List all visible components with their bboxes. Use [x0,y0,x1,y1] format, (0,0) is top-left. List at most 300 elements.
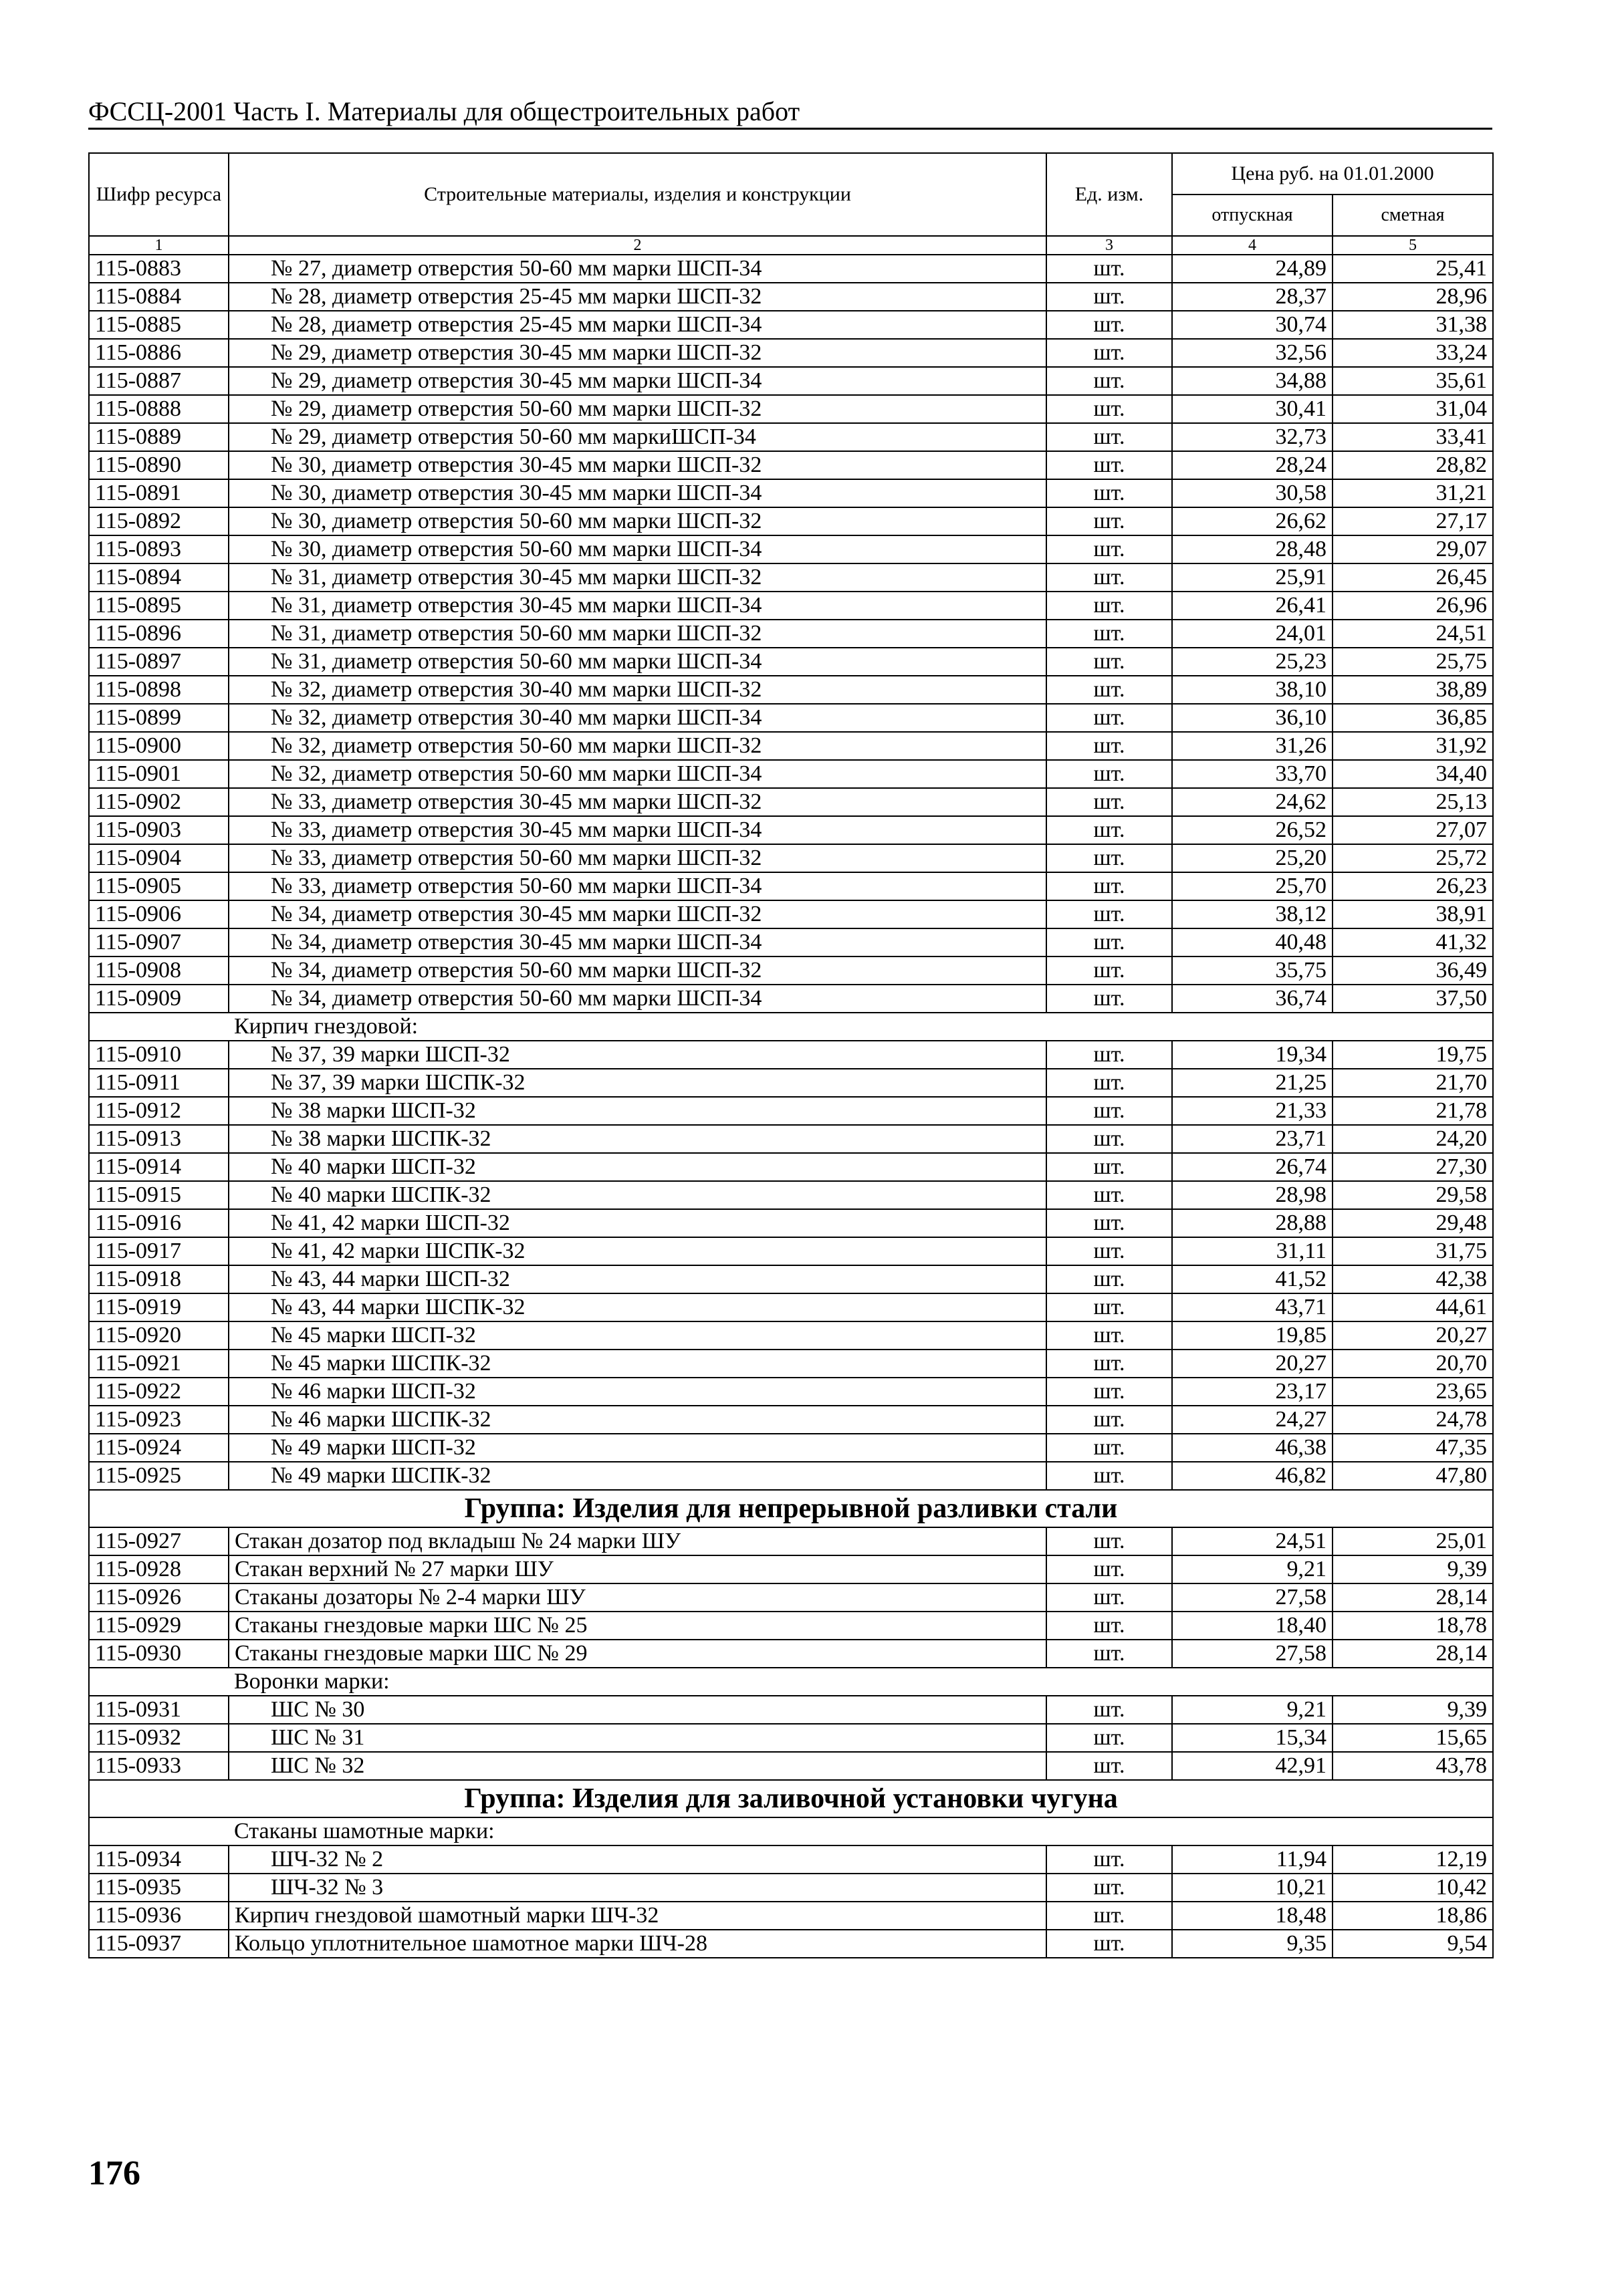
unit-cell: шт. [1046,339,1172,367]
estimate-price: 35,61 [1333,367,1493,395]
unit-cell: шт. [1046,872,1172,900]
unit-cell: шт. [1046,788,1172,816]
empty-cell [89,1668,229,1696]
table-row [89,816,1493,844]
release-price: 26,74 [1172,1153,1333,1181]
resource-code: 115-0886 [89,339,229,367]
resource-code: 115-0929 [89,1612,229,1640]
release-price: 26,62 [1172,507,1333,535]
resource-code: 115-0899 [89,704,229,732]
release-price: 24,89 [1172,255,1333,283]
unit-cell: шт. [1046,423,1172,451]
unit-cell: шт. [1046,1462,1172,1490]
resource-code: 115-0896 [89,620,229,648]
table-row [89,1845,1493,1874]
table-row [89,1350,1493,1378]
table-row [89,1752,1493,1780]
table-row [89,620,1493,648]
table-row [89,1434,1493,1462]
release-price: 24,01 [1172,620,1333,648]
unit-cell: шт. [1046,1612,1172,1640]
resource-code: 115-0908 [89,956,229,985]
resource-code: 115-0909 [89,985,229,1013]
estimate-price: 29,48 [1333,1209,1493,1237]
material-name: № 43, 44 марки ШСПК-32 [229,1293,1046,1321]
release-price: 28,48 [1172,535,1333,563]
material-name: № 34, диаметр отверстия 30-45 мм марки ШСП-34 [229,928,1046,956]
estimate-price: 33,41 [1333,423,1493,451]
release-price: 21,25 [1172,1069,1333,1097]
resource-code: 115-0925 [89,1462,229,1490]
material-name: № 32, диаметр отверстия 30-40 мм марки ШСП-32 [229,676,1046,704]
unit-cell: шт. [1046,928,1172,956]
material-name: № 29, диаметр отверстия 30-45 мм марки ШСП-32 [229,339,1046,367]
table-row [89,367,1493,395]
unit-cell: шт. [1046,1069,1172,1097]
material-name: Стакан верхний № 27 марки ШУ [229,1555,1046,1583]
estimate-price: 24,51 [1333,620,1493,648]
resource-code: 115-0921 [89,1350,229,1378]
table-row [89,1265,1493,1293]
resource-code: 115-0904 [89,844,229,872]
estimate-price: 27,30 [1333,1153,1493,1181]
resource-code: 115-0902 [89,788,229,816]
unit-cell: шт. [1046,1640,1172,1668]
table-row [89,339,1493,367]
resource-code: 115-0897 [89,648,229,676]
release-price: 23,17 [1172,1378,1333,1406]
resource-code: 115-0912 [89,1097,229,1125]
estimate-price: 25,13 [1333,788,1493,816]
subheading-row [89,1013,1493,1041]
estimate-price: 12,19 [1333,1845,1493,1874]
unit-cell: шт. [1046,620,1172,648]
material-name: Кирпич гнездовой шамотный марки ШЧ-32 [229,1902,1046,1930]
resource-code: 115-0907 [89,928,229,956]
material-name: Стаканы дозаторы № 2-4 марки ШУ [229,1583,1046,1612]
material-name: № 28, диаметр отверстия 25-45 мм марки ШСП-32 [229,283,1046,311]
table-row [89,479,1493,507]
estimate-price: 41,32 [1333,928,1493,956]
estimate-price: 9,39 [1333,1555,1493,1583]
estimate-price: 9,54 [1333,1930,1493,1958]
estimate-price: 29,07 [1333,535,1493,563]
resource-code: 115-0883 [89,255,229,283]
release-price: 31,11 [1172,1237,1333,1265]
resource-code: 115-0920 [89,1321,229,1350]
table-row [89,1612,1493,1640]
table-row [89,1874,1493,1902]
release-price: 27,58 [1172,1583,1333,1612]
material-name: № 30, диаметр отверстия 50-60 мм марки ШСП-32 [229,507,1046,535]
release-price: 26,52 [1172,816,1333,844]
estimate-price: 10,42 [1333,1874,1493,1902]
estimate-price: 25,01 [1333,1527,1493,1555]
table-row [89,872,1493,900]
estimate-price: 24,20 [1333,1125,1493,1153]
release-price: 9,21 [1172,1555,1333,1583]
resource-code: 115-0903 [89,816,229,844]
table-row [89,732,1493,760]
unit-cell: шт. [1046,1125,1172,1153]
page-number: 176 [88,2154,140,2192]
table-row [89,1321,1493,1350]
estimate-price: 28,96 [1333,283,1493,311]
material-name: № 34, диаметр отверстия 30-45 мм марки ШСП-32 [229,900,1046,928]
unit-cell: шт. [1046,1293,1172,1321]
resource-code: 115-0924 [89,1434,229,1462]
release-price: 31,26 [1172,732,1333,760]
material-name: ШС № 32 [229,1752,1046,1780]
resource-code: 115-0885 [89,311,229,339]
unit-cell: шт. [1046,1097,1172,1125]
unit-cell: шт. [1046,1752,1172,1780]
unit-cell: шт. [1046,1153,1172,1181]
unit-cell: шт. [1046,985,1172,1013]
table-row [89,311,1493,339]
table-row [89,1378,1493,1406]
unit-cell: шт. [1046,535,1172,563]
table-row [89,255,1493,283]
unit-cell: шт. [1046,844,1172,872]
unit-cell: шт. [1046,451,1172,479]
col-name-header: Строительные материалы, изделия и конструкции [229,153,1046,236]
release-price: 35,75 [1172,956,1333,985]
table-row [89,283,1493,311]
estimate-price: 27,17 [1333,507,1493,535]
release-price: 10,21 [1172,1874,1333,1902]
col-unit-header: Ед. изм. [1046,153,1172,236]
material-name: № 49 марки ШСП-32 [229,1434,1046,1462]
material-name: № 41, 42 марки ШСП-32 [229,1209,1046,1237]
table-row [89,1696,1493,1724]
resource-code: 115-0910 [89,1041,229,1069]
estimate-price: 31,92 [1333,732,1493,760]
material-name: № 46 марки ШСПК-32 [229,1406,1046,1434]
unit-cell: шт. [1046,1902,1172,1930]
unit-cell: шт. [1046,732,1172,760]
release-price: 34,88 [1172,367,1333,395]
unit-cell: шт. [1046,1350,1172,1378]
table-row [89,1153,1493,1181]
resource-code: 115-0911 [89,1069,229,1097]
resource-code: 115-0927 [89,1527,229,1555]
material-name: № 43, 44 марки ШСП-32 [229,1265,1046,1293]
resource-code: 115-0919 [89,1293,229,1321]
material-name: № 37, 39 марки ШСП-32 [229,1041,1046,1069]
resource-code: 115-0935 [89,1874,229,1902]
unit-cell: шт. [1046,1181,1172,1209]
estimate-price: 43,78 [1333,1752,1493,1780]
release-price: 9,35 [1172,1930,1333,1958]
resource-code: 115-0913 [89,1125,229,1153]
estimate-price: 26,45 [1333,563,1493,592]
release-price: 36,10 [1172,704,1333,732]
release-price: 42,91 [1172,1752,1333,1780]
release-price: 38,12 [1172,900,1333,928]
resource-code: 115-0888 [89,395,229,423]
resource-code: 115-0894 [89,563,229,592]
estimate-price: 28,14 [1333,1640,1493,1668]
resource-code: 115-0887 [89,367,229,395]
material-name: Стаканы гнездовые марки ШС № 29 [229,1640,1046,1668]
resource-code: 115-0893 [89,535,229,563]
unit-cell: шт. [1046,592,1172,620]
resource-code: 115-0936 [89,1902,229,1930]
estimate-price: 29,58 [1333,1181,1493,1209]
material-name: № 38 марки ШСП-32 [229,1097,1046,1125]
resource-code: 115-0901 [89,760,229,788]
release-price: 26,41 [1172,592,1333,620]
release-price: 46,82 [1172,1462,1333,1490]
material-name: № 32, диаметр отверстия 50-60 мм марки ШСП-32 [229,732,1046,760]
estimate-price: 36,85 [1333,704,1493,732]
unit-cell: шт. [1046,1845,1172,1874]
estimate-price: 37,50 [1333,985,1493,1013]
estimate-price: 23,65 [1333,1378,1493,1406]
table-row [89,1293,1493,1321]
empty-cell [89,1013,229,1041]
unit-cell: шт. [1046,1874,1172,1902]
unit-cell: шт. [1046,1527,1172,1555]
unit-cell: шт. [1046,1265,1172,1293]
table-row [89,395,1493,423]
release-price: 32,56 [1172,339,1333,367]
table-row [89,1097,1493,1125]
resource-code: 115-0892 [89,507,229,535]
table-row [89,1069,1493,1097]
page-header: ФССЦ-2001 Часть I. Материалы для общестроительных работ [88,97,1492,130]
subheading-row [89,1668,1493,1696]
estimate-price: 47,80 [1333,1462,1493,1490]
col-number-2: 2 [229,236,1046,255]
material-name: № 29, диаметр отверстия 50-60 мм маркиШСП-34 [229,423,1046,451]
unit-cell: шт. [1046,1378,1172,1406]
group-title: Группа: Изделия для непрерывной разливки стали [89,1490,1493,1527]
material-name: № 45 марки ШСП-32 [229,1321,1046,1350]
col-number-5: 5 [1333,236,1493,255]
estimate-price: 25,41 [1333,255,1493,283]
table-row [89,928,1493,956]
table-row [89,592,1493,620]
release-price: 25,91 [1172,563,1333,592]
estimate-price: 20,27 [1333,1321,1493,1350]
resource-code: 115-0933 [89,1752,229,1780]
release-price: 24,27 [1172,1406,1333,1434]
release-price: 40,48 [1172,928,1333,956]
release-price: 28,98 [1172,1181,1333,1209]
material-name: ШЧ-32 № 2 [229,1845,1046,1874]
estimate-price: 33,24 [1333,339,1493,367]
release-price: 30,41 [1172,395,1333,423]
unit-cell: шт. [1046,1696,1172,1724]
material-name: № 34, диаметр отверстия 50-60 мм марки ШСП-34 [229,985,1046,1013]
col-number-1: 1 [89,236,229,255]
resource-code: 115-0918 [89,1265,229,1293]
table-row [89,1930,1493,1958]
resource-code: 115-0934 [89,1845,229,1874]
unit-cell: шт. [1046,507,1172,535]
resource-code: 115-0906 [89,900,229,928]
table-row [89,1902,1493,1930]
release-price: 27,58 [1172,1640,1333,1668]
material-name: ШС № 31 [229,1724,1046,1752]
estimate-price: 21,70 [1333,1069,1493,1097]
table-row [89,1041,1493,1069]
release-price: 24,51 [1172,1527,1333,1555]
release-price: 28,24 [1172,451,1333,479]
estimate-price: 26,96 [1333,592,1493,620]
estimate-price: 31,38 [1333,311,1493,339]
resource-code: 115-0891 [89,479,229,507]
estimate-price: 25,75 [1333,648,1493,676]
estimate-price: 38,89 [1333,676,1493,704]
unit-cell: шт. [1046,760,1172,788]
estimate-price: 19,75 [1333,1041,1493,1069]
estimate-price: 47,35 [1333,1434,1493,1462]
unit-cell: шт. [1046,563,1172,592]
material-name: № 30, диаметр отверстия 30-45 мм марки ШСП-32 [229,451,1046,479]
estimate-price: 24,78 [1333,1406,1493,1434]
table-row [89,1125,1493,1153]
table-row [89,788,1493,816]
resource-code: 115-0915 [89,1181,229,1209]
estimate-price: 18,78 [1333,1612,1493,1640]
resource-code: 115-0895 [89,592,229,620]
col-number-4: 4 [1172,236,1333,255]
estimate-price: 34,40 [1333,760,1493,788]
estimate-price: 20,70 [1333,1350,1493,1378]
release-price: 18,40 [1172,1612,1333,1640]
unit-cell: шт. [1046,1406,1172,1434]
estimate-price: 31,04 [1333,395,1493,423]
estimate-price: 31,21 [1333,479,1493,507]
release-price: 19,85 [1172,1321,1333,1350]
release-price: 36,74 [1172,985,1333,1013]
material-name: № 31, диаметр отверстия 50-60 мм марки ШСП-32 [229,620,1046,648]
unit-cell: шт. [1046,900,1172,928]
resource-code: 115-0905 [89,872,229,900]
table-row [89,900,1493,928]
resource-code: 115-0914 [89,1153,229,1181]
resource-code: 115-0928 [89,1555,229,1583]
release-price: 30,58 [1172,479,1333,507]
unit-cell: шт. [1046,1555,1172,1583]
unit-cell: шт. [1046,255,1172,283]
resource-code: 115-0932 [89,1724,229,1752]
release-price: 9,21 [1172,1696,1333,1724]
table-row [89,648,1493,676]
material-name: № 32, диаметр отверстия 30-40 мм марки ШСП-34 [229,704,1046,732]
resource-code: 115-0937 [89,1930,229,1958]
unit-cell: шт. [1046,283,1172,311]
resource-code: 115-0916 [89,1209,229,1237]
material-name: № 29, диаметр отверстия 50-60 мм марки ШСП-32 [229,395,1046,423]
release-price: 33,70 [1172,760,1333,788]
material-name: № 41, 42 марки ШСПК-32 [229,1237,1046,1265]
unit-cell: шт. [1046,1724,1172,1752]
unit-cell: шт. [1046,704,1172,732]
table-row [89,704,1493,732]
estimate-price: 25,72 [1333,844,1493,872]
estimate-price: 31,75 [1333,1237,1493,1265]
table-row [89,985,1493,1013]
resource-code: 115-0900 [89,732,229,760]
release-price: 24,62 [1172,788,1333,816]
resource-code: 115-0890 [89,451,229,479]
release-price: 25,70 [1172,872,1333,900]
release-price: 41,52 [1172,1265,1333,1293]
table-row [89,760,1493,788]
table-row [89,1583,1493,1612]
material-name: Кольцо уплотнительное шамотное марки ШЧ-28 [229,1930,1046,1958]
material-name: № 30, диаметр отверстия 50-60 мм марки ШСП-34 [229,535,1046,563]
material-name: ШС № 30 [229,1696,1046,1724]
material-name: № 49 марки ШСПК-32 [229,1462,1046,1490]
table-row [89,1724,1493,1752]
estimate-price: 26,23 [1333,872,1493,900]
material-name: Стаканы гнездовые марки ШС № 25 [229,1612,1046,1640]
unit-cell: шт. [1046,1209,1172,1237]
group-row [89,1780,1493,1817]
table-row [89,1209,1493,1237]
estimate-price: 42,38 [1333,1265,1493,1293]
material-name: № 28, диаметр отверстия 25-45 мм марки ШСП-34 [229,311,1046,339]
resource-code: 115-0926 [89,1583,229,1612]
resource-code: 115-0922 [89,1378,229,1406]
material-name: № 30, диаметр отверстия 30-45 мм марки ШСП-34 [229,479,1046,507]
estimate-price: 9,39 [1333,1696,1493,1724]
estimate-price: 15,65 [1333,1724,1493,1752]
table-row [89,1640,1493,1668]
material-name: № 38 марки ШСПК-32 [229,1125,1046,1153]
col-number-3: 3 [1046,236,1172,255]
table-row [89,1181,1493,1209]
estimate-price: 28,14 [1333,1583,1493,1612]
release-price: 46,38 [1172,1434,1333,1462]
resource-code: 115-0917 [89,1237,229,1265]
col-estimate-header: сметная [1333,195,1493,236]
table-row [89,1237,1493,1265]
estimate-price: 18,86 [1333,1902,1493,1930]
unit-cell: шт. [1046,956,1172,985]
table-row [89,423,1493,451]
table-row [89,1462,1493,1490]
release-price: 25,23 [1172,648,1333,676]
unit-cell: шт. [1046,1237,1172,1265]
material-name: № 33, диаметр отверстия 30-45 мм марки ШСП-32 [229,788,1046,816]
release-price: 18,48 [1172,1902,1333,1930]
col-release-header: отпускная [1172,195,1333,236]
material-name: № 27, диаметр отверстия 50-60 мм марки ШСП-34 [229,255,1046,283]
material-name: № 34, диаметр отверстия 50-60 мм марки ШСП-32 [229,956,1046,985]
release-price: 19,34 [1172,1041,1333,1069]
material-name: № 33, диаметр отверстия 50-60 мм марки ШСП-34 [229,872,1046,900]
material-name: № 31, диаметр отверстия 30-45 мм марки ШСП-32 [229,563,1046,592]
table-row [89,451,1493,479]
resource-code: 115-0889 [89,423,229,451]
release-price: 30,74 [1172,311,1333,339]
table-row [89,1555,1493,1583]
table-row [89,507,1493,535]
material-name: № 33, диаметр отверстия 50-60 мм марки ШСП-32 [229,844,1046,872]
material-name: № 33, диаметр отверстия 30-45 мм марки ШСП-34 [229,816,1046,844]
unit-cell: шт. [1046,479,1172,507]
material-name: № 32, диаметр отверстия 50-60 мм марки ШСП-34 [229,760,1046,788]
release-price: 11,94 [1172,1845,1333,1874]
estimate-price: 38,91 [1333,900,1493,928]
estimate-price: 27,07 [1333,816,1493,844]
